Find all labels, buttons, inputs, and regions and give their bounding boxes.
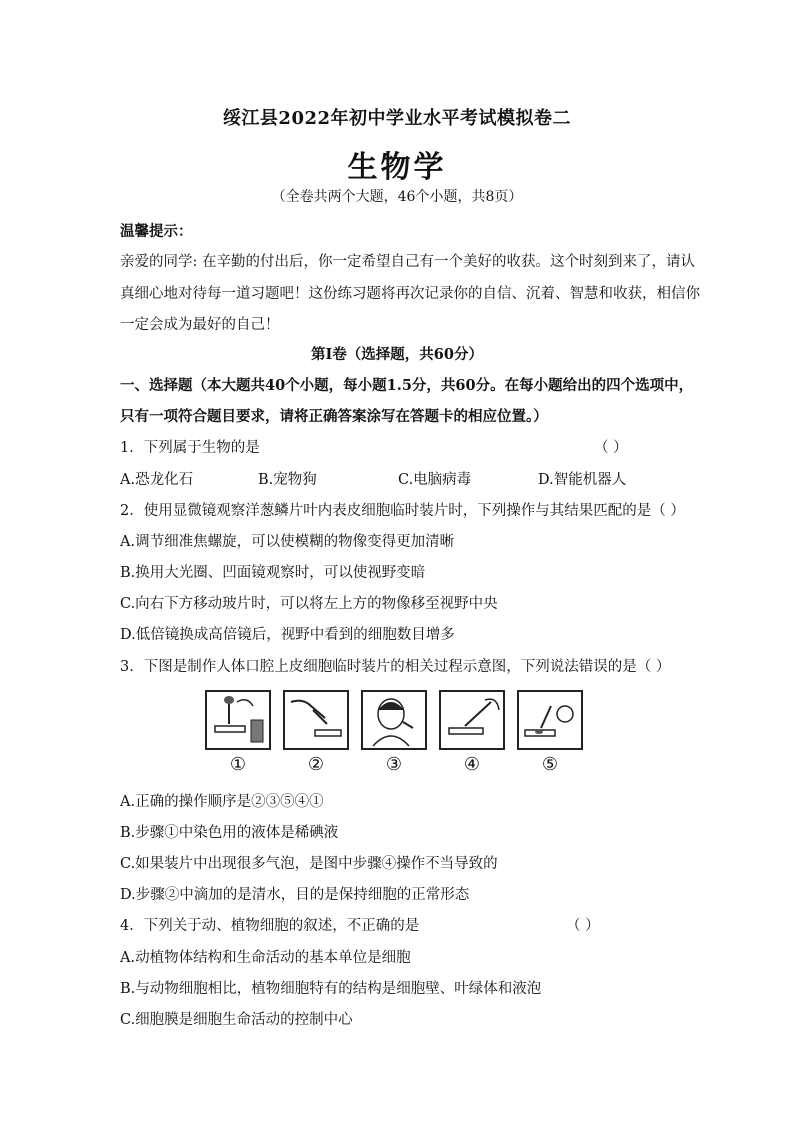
section-instruction-2: 只有一项符合题目要求，请将正确答案涂写在答题卡的相应位置。） [120, 408, 548, 425]
q2-option-d: D.低倍镜换成高倍镜后，视野中看到的细胞数目增多 [120, 627, 455, 643]
q1-option-a: A.恐龙化石 [120, 472, 194, 488]
q3-figure [205, 690, 585, 780]
q3-option-c: C.如果装片中出现很多气泡，是图中步骤④操作不当导致的 [120, 856, 498, 872]
q1-option-b: B.宠物狗 [258, 472, 317, 488]
q3-option-a: A.正确的操作顺序是②③⑤④① [120, 794, 324, 810]
q1-option-d: D.智能机器人 [538, 472, 627, 488]
q1-option-c: C.电脑病毒 [398, 472, 472, 488]
q3-figure-label-2: ② [307, 754, 325, 775]
tips-line-2: 真细心地对待每一道习题吧！这份练习题将再次记录你的自信、沉着、智慧和收获，相信你 [120, 286, 700, 302]
q4-option-b: B.与动物细胞相比，植物细胞特有的结构是细胞壁、叶绿体和液泡 [120, 981, 542, 997]
q3-stem: 3．下图是制作人体口腔上皮细胞临时装片的相关过程示意图，下列说法错误的是（ ） [120, 659, 671, 675]
q3-figure-label-4: ④ [463, 754, 481, 775]
q1-stem: 1．下列属于生物的是 [120, 440, 260, 456]
tips-label: 温馨提示： [120, 223, 193, 240]
q3-option-d: D.步骤②中滴加的是清水，目的是保持细胞的正常形态 [120, 887, 470, 903]
q3-figure-panel-2 [283, 690, 349, 750]
q3-option-b: B.步骤①中染色用的液体是稀碘液 [120, 825, 339, 841]
q3-figure-panel-5 [517, 690, 583, 750]
q3-figure-panel-3 [361, 690, 427, 750]
dropper-illustration-icon [285, 692, 347, 748]
staining-illustration-icon [207, 692, 269, 748]
q2-stem: 2．使用显微镜观察洋葱鳞片叶内表皮细胞临时装片时，下列操作与其结果匹配的是（ ） [120, 503, 685, 519]
section-heading: 第Ⅰ卷（选择题，共60分） [311, 346, 483, 363]
section-instruction-1: 一、选择题（本大题共40个小题，每小题1.5分，共60分。在每小题给出的四个选项中， [120, 377, 694, 394]
q2-option-a: A.调节细准焦螺旋，可以使模糊的物像变得更加清晰 [120, 534, 455, 550]
q4-option-a: A.动植物体结构和生命活动的基本单位是细胞 [120, 950, 411, 966]
tips-line-1: 亲爱的同学: 在辛勤的付出后，你一定希望自己有一个美好的收获。这个时刻到来了，请认 [120, 254, 695, 270]
smearing-illustration-icon [519, 692, 581, 748]
q3-figure-label-3: ③ [385, 754, 403, 775]
tips-line-3: 一定会成为最好的自己！ [120, 317, 280, 333]
q3-figure-panel-4 [439, 690, 505, 750]
coverslip-illustration-icon [441, 692, 503, 748]
q4-stem: 4．下列关于动、植物细胞的叙述，不正确的是 [120, 918, 420, 934]
exam-title: 绥江县2022年初中学业水平考试模拟卷二 [222, 108, 572, 129]
q3-figure-panel-1 [205, 690, 271, 750]
q2-option-c: C.向右下方移动玻片时，可以将左上方的物像移至视野中央 [120, 596, 498, 612]
exam-note: （全卷共两个大题，46个小题，共8页） [271, 189, 523, 205]
boy-scraping-illustration-icon [363, 692, 425, 748]
q3-figure-label-5: ⑤ [541, 754, 559, 775]
q4-option-c: C.细胞膜是细胞生命活动的控制中心 [120, 1012, 353, 1028]
q2-option-b: B.换用大光圈、凹面镜观察时，可以使视野变暗 [120, 565, 426, 581]
q4-answer-paren: （ ） [566, 918, 600, 934]
subject-title: 生物学 [347, 150, 447, 185]
q3-figure-label-1: ① [229, 754, 247, 775]
q1-answer-paren: （ ） [594, 440, 628, 456]
